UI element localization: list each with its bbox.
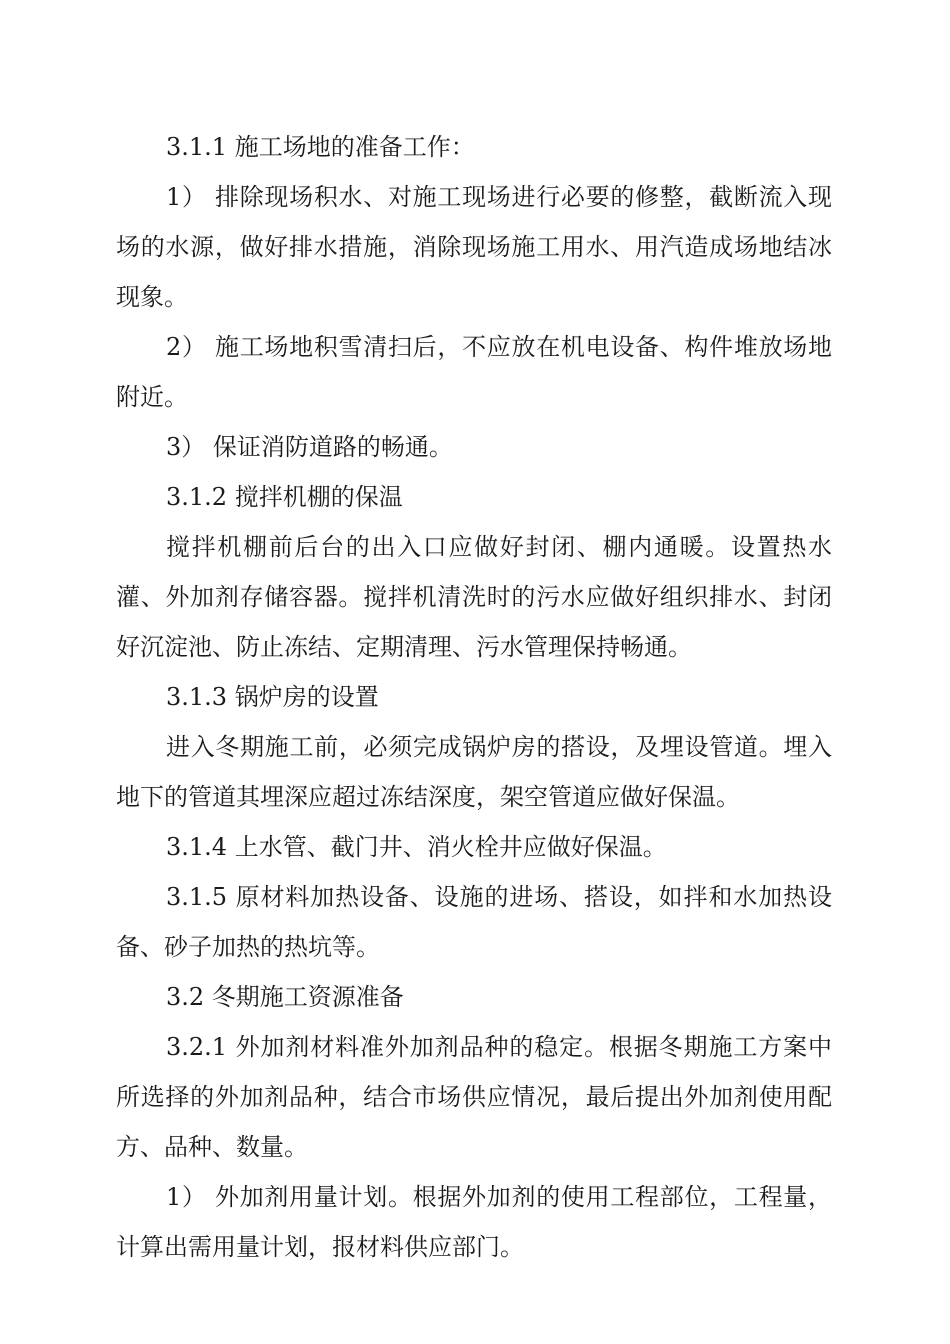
document-body (116, 122, 832, 1272)
paragraph-mixer-shed: 搅拌机棚前后台的出入口应做好封闭、棚内通暖。设置热水灌、外加剂存储容器。搅拌机清洗时的污水应做好组织排水、封闭好沉淀池、防止冻结、定期清理、污水管理保持畅通。 (116, 533, 832, 661)
paragraph-boiler-room: 进入冬期施工前，必须完成锅炉房的搭设，及埋设管道。埋入地下的管道其埋深应超过冻结深度，架空管道应做好保温。 (116, 733, 832, 811)
heading-3-1-3: 3.1.3 锅炉房的设置 (166, 683, 379, 711)
heading-3-2-1: 3.2.1 外加剂材料准外加剂品种的稳定。根据冬期施工方案中所选择的外加剂品种，结合市场供应情况，最后提出外加剂使用配方、品种、数量。 (116, 1033, 832, 1161)
paragraph-item-2: 2） 施工场地积雪清扫后，不应放在机电设备、构件堆放场地附近。 (116, 333, 832, 411)
paragraph-item-1: 1） 排除现场积水、对施工现场进行必要的修整，截断流入现场的水源，做好排水措施，消除现场施工用水、用汽造成场地结冰现象。 (116, 183, 832, 311)
paragraph-admixture-plan: 1） 外加剂用量计划。根据外加剂的使用工程部位，工程量，计算出需用量计划，报材料供应部门。 (116, 1183, 832, 1261)
heading-3-1-1: 3.1.1 施工场地的准备工作： (166, 133, 475, 161)
paragraph-item-3: 3） 保证消防道路的畅通。 (166, 433, 453, 461)
heading-3-1-2: 3.1.2 搅拌机棚的保温 (166, 483, 403, 511)
heading-3-1-4: 3.1.4 上水管、截门井、消火栓井应做好保温。 (166, 833, 667, 861)
heading-3-1-5: 3.1.5 原材料加热设备、设施的进场、搭设，如拌和水加热设备、砂子加热的热坑等。 (116, 883, 832, 961)
heading-3-2: 3.2 冬期施工资源准备 (166, 983, 404, 1011)
